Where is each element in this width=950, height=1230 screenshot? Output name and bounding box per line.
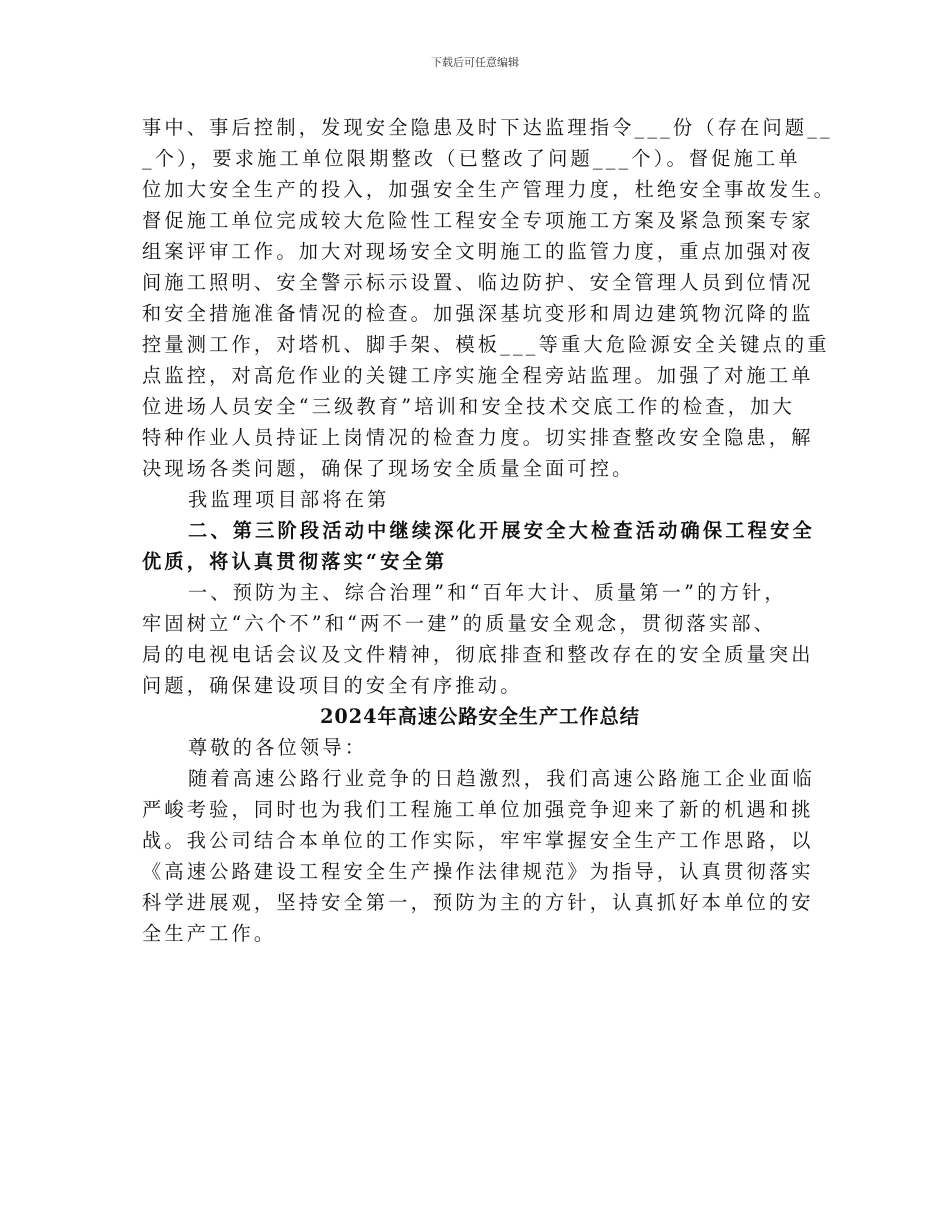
paragraph-line: 科学进展观，坚持安全第一，预防为主的方针，认真抓好本单位的安 <box>142 891 814 914</box>
paragraph-line: 控量测工作，对塔机、脚手架、模板___等重大危险源安全关键点的重 <box>142 333 830 356</box>
paragraph-line: 决现场各类问题，确保了现场安全质量全面可控。 <box>142 457 635 480</box>
section-heading: 二、第三阶段活动中继续深化开展安全大检查活动确保工程安全 <box>188 519 815 542</box>
paragraph-line: 一、预防为主、综合治理”和“百年大计、质量第一”的方针， <box>188 581 787 604</box>
paragraph-line: 全生产工作。 <box>142 922 277 945</box>
paragraph-line: 《高速公路建设工程安全生产操作法律规范》为指导，认真贯彻落实 <box>142 860 814 883</box>
section-heading-continued: 优质，将认真贯彻落实“安全第 <box>142 550 448 573</box>
paragraph-line: _个），要求施工单位限期整改（已整改了问题___个）。督促施工单 <box>142 147 801 170</box>
document-title: 2024年高速公路安全生产工作总结 <box>320 705 640 728</box>
paragraph-line: 特种作业人员持证上岗情况的检查力度。切实排查整改安全隐患，解 <box>142 426 814 449</box>
paragraph-line: 点监控，对高危作业的关键工序实施全程旁站监理。加强了对施工单 <box>142 364 814 387</box>
paragraph-line: 位加大安全生产的投入，加强安全生产管理力度，杜绝安全事故发生。 <box>142 178 837 201</box>
paragraph-line: 事中、事后控制，发现安全隐患及时下达监理指令___份（存在问题__ <box>142 116 833 139</box>
paragraph-line: 局的电视电话会议及文件精神，彻底排查和整改存在的安全质量突出 <box>142 643 814 666</box>
greeting: 尊敬的各位领导： <box>188 736 368 759</box>
document-body <box>142 112 837 949</box>
paragraph-line: 组案评审工作。加大对现场安全文明施工的监管力度，重点加强对夜 <box>142 240 814 263</box>
paragraph-line: 随着高速公路行业竞争的日趋激烈，我们高速公路施工企业面临 <box>188 767 815 790</box>
paragraph-line: 和安全措施准备情况的检查。加强深基坑变形和周边建筑物沉降的监 <box>142 302 814 325</box>
paragraph-line: 牢固树立“六个不”和“两不一建”的质量安全观念，贯彻落实部、 <box>142 612 777 635</box>
paragraph-line: 间施工照明、安全警示标示设置、临边防护、安全管理人员到位情况 <box>142 271 814 294</box>
paragraph-line: 位进场人员安全“三级教育”培训和安全技术交底工作的检查，加大 <box>142 395 795 418</box>
intro-line: 我监理项目部将在第 <box>188 488 390 511</box>
paragraph-line: 督促施工单位完成较大危险性工程安全专项施工方案及紧急预案专家 <box>142 209 814 232</box>
paragraph-line: 问题，确保建设项目的安全有序推动。 <box>142 674 523 697</box>
paragraph-line: 严峻考验，同时也为我们工程施工单位加强竞争迎来了新的机遇和挑 <box>142 798 814 821</box>
paragraph-line: 战。我公司结合本单位的工作实际，牢牢掌握安全生产工作思路，以 <box>142 829 814 852</box>
page-header: 下载后可任意编辑 <box>431 56 519 69</box>
